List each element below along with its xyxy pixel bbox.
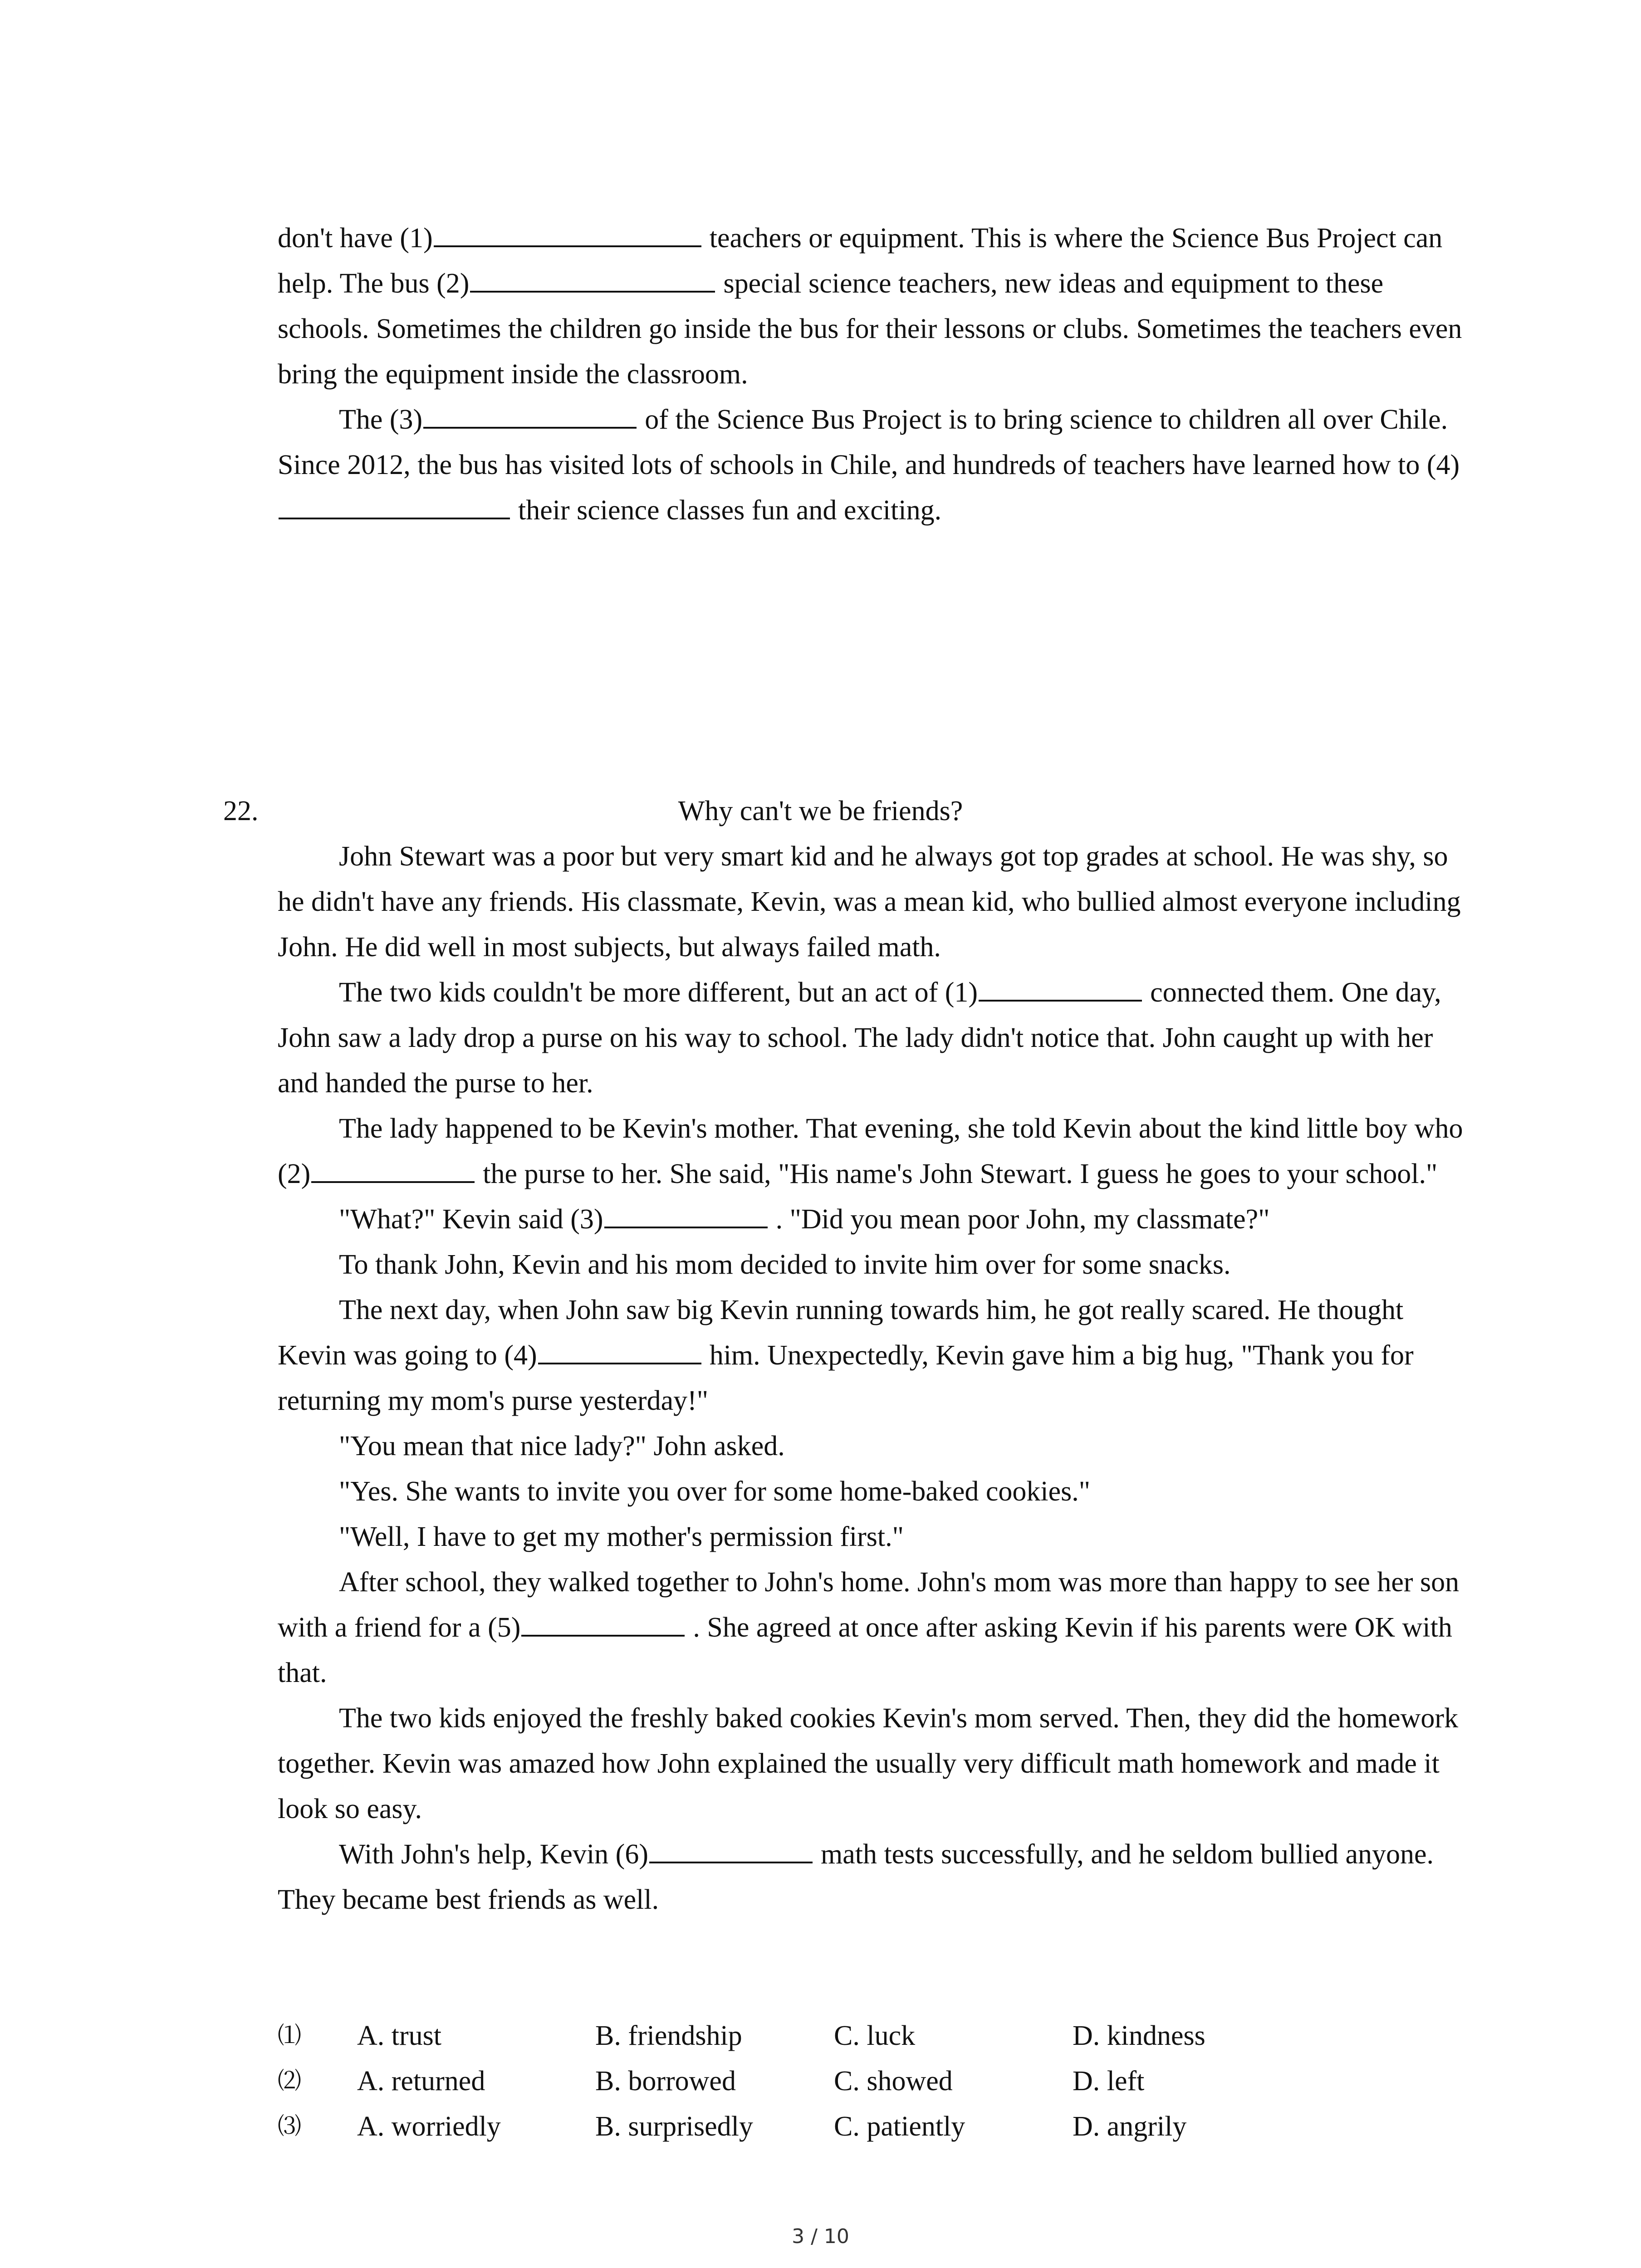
text-segment: connected them. One day, John saw a lady drop a purse on his way to school. The lady didn't notice that. John caught up with her and handed the purse to her. [278, 977, 1441, 1099]
option-row-2 [278, 2058, 1466, 2104]
text-segment: of the Science Bus Project is to bring science to children all over Chile. Since 2012, the bus has visited lots of schools in Chile, and hundreds of teachers have learned how to (4) [278, 404, 1460, 480]
answer-options [278, 2013, 1466, 2149]
option-d[interactable]: D. kindness [1073, 2020, 1205, 2051]
paragraph [278, 1106, 1466, 1197]
paragraph [278, 1469, 1466, 1514]
option-row-1 [278, 2013, 1466, 2058]
answer-blank-3[interactable] [604, 1198, 768, 1228]
text-segment: . She agreed at once after asking Kevin if his parents were OK with that. [278, 1612, 1452, 1688]
question-number: 22. [223, 796, 259, 826]
option-d[interactable]: D. angrily [1073, 2111, 1187, 2142]
paragraph [278, 834, 1466, 970]
option-number: ⑶ [278, 2113, 302, 2140]
option-a[interactable]: A. returned [357, 2066, 485, 2097]
text-segment: teachers or equipment. This is where the Science Bus Project can help. The bus (2) [278, 223, 1443, 299]
answer-blank-2[interactable] [311, 1153, 475, 1183]
option-b[interactable]: B. borrowed [595, 2066, 736, 2097]
text-segment: To thank John, Kevin and his mom decided to invite him over for some snacks. [339, 1249, 1231, 1280]
text-segment: "What?" Kevin said (3) [339, 1204, 603, 1235]
page-number: 3 / 10 [792, 2225, 849, 2248]
option-number: ⑴ [278, 2022, 302, 2049]
text-segment: math tests successfully, and he seldom bullied anyone. They became best friends as well. [278, 1839, 1434, 1915]
text-segment: The two kids enjoyed the freshly baked cookies Kevin's mom served. Then, they did the homework together. Kevin was amazed how John explained the usually very difficult math homework and made it look so easy. [278, 1703, 1459, 1824]
option-d[interactable]: D. left [1073, 2066, 1145, 2097]
option-a[interactable]: A. worriedly [357, 2111, 501, 2142]
paragraph [278, 970, 1466, 1106]
answer-blank-4[interactable] [279, 489, 510, 519]
option-c[interactable]: C. patiently [834, 2111, 965, 2142]
text-segment: "Well, I have to get my mother's permission first." [339, 1521, 904, 1552]
paragraph [278, 1559, 1466, 1696]
passage-title: Why can't we be friends? [678, 796, 963, 826]
option-b[interactable]: B. surprisedly [595, 2111, 753, 2142]
option-c[interactable]: C. luck [834, 2020, 916, 2051]
text-segment: him. Unexpectedly, Kevin gave him a big hug, "Thank you for returning my mom's purse yesterday!" [278, 1340, 1414, 1416]
answer-blank-1[interactable] [979, 972, 1142, 1002]
text-segment: The (3) [339, 404, 423, 435]
text-segment: special science teachers, new ideas and equipment to these schools. Sometimes the children go inside the bus for their lessons or clubs. Sometimes the teachers even bring the equipment inside the classroom. [278, 268, 1462, 390]
answer-blank-1[interactable] [434, 217, 701, 247]
paragraph [278, 1832, 1466, 1922]
paragraph [278, 1197, 1466, 1242]
option-c[interactable]: C. showed [834, 2066, 953, 2097]
paragraph [278, 1514, 1466, 1559]
option-number: ⑵ [278, 2068, 302, 2095]
paragraph [278, 1423, 1466, 1469]
passage-1-paragraph-2 [278, 397, 1466, 533]
text-segment: After school, they walked together to John's home. John's mom was more than happy to see her son with a friend for a (5) [278, 1567, 1460, 1643]
answer-blank-4[interactable] [538, 1334, 701, 1364]
text-segment: With John's help, Kevin (6) [339, 1839, 648, 1870]
text-segment: The lady happened to be Kevin's mother. That evening, she told Kevin about the kind little boy who (2) [278, 1113, 1463, 1189]
option-row-3 [278, 2104, 1466, 2149]
answer-blank-2[interactable] [470, 263, 715, 293]
answer-blank-3[interactable] [423, 399, 637, 429]
paragraph [278, 1696, 1466, 1832]
text-segment: "You mean that nice lady?" John asked. [339, 1431, 785, 1461]
text-segment: don't have (1) [278, 223, 433, 254]
passage-1-paragraph-1 [278, 215, 1466, 397]
paragraph [278, 1287, 1466, 1423]
text-segment: the purse to her. She said, "His name's John Stewart. I guess he goes to your school." [483, 1158, 1438, 1189]
option-b[interactable]: B. friendship [595, 2020, 742, 2051]
option-a[interactable]: A. trust [357, 2020, 441, 2051]
passage-1 [278, 215, 1466, 533]
paragraph [278, 1242, 1466, 1287]
text-segment: their science classes fun and exciting. [518, 495, 942, 526]
text-segment: John Stewart was a poor but very smart kid and he always got top grades at school. He was shy, so he didn't have any friends. His classmate, Kevin, was a mean kid, who bullied almost everyone including John. He did well in most subjects, but always failed math. [278, 841, 1461, 963]
text-segment: "Yes. She wants to invite you over for some home-baked cookies." [339, 1476, 1091, 1507]
answer-blank-5[interactable] [521, 1607, 685, 1637]
answer-blank-6[interactable] [649, 1833, 813, 1863]
passage-2 [278, 834, 1466, 1922]
text-segment: The next day, when John saw big Kevin running towards him, he got really scared. He thought Kevin was going to (4) [278, 1295, 1404, 1371]
text-segment: . "Did you mean poor John, my classmate?" [775, 1204, 1270, 1235]
text-segment: The two kids couldn't be more different, but an act of (1) [339, 977, 978, 1008]
